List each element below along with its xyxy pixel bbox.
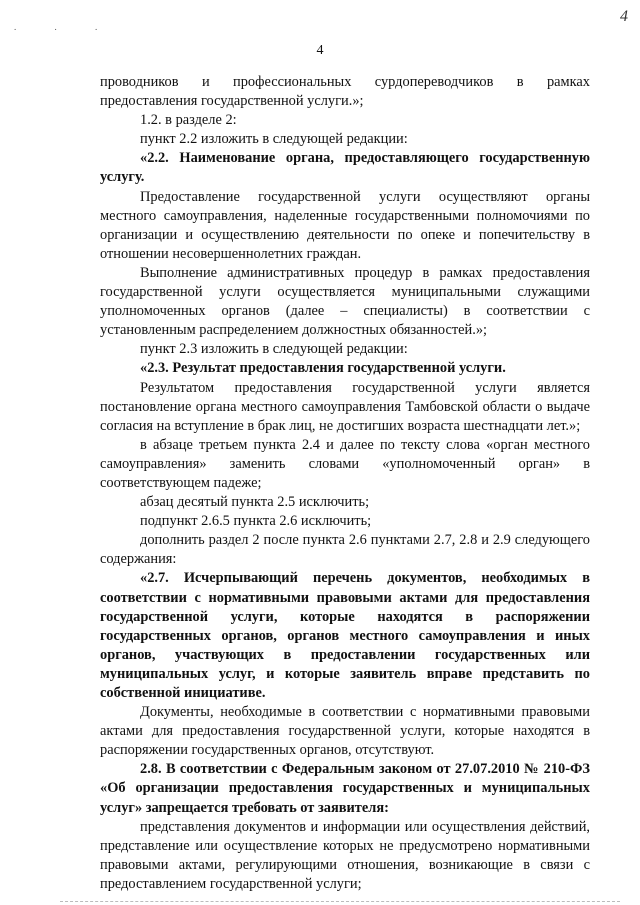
scan-edge-line: [60, 901, 620, 902]
paragraph-bold-heading: «2.7. Исчерпывающий перечень документов, необходимых в соответствии с нормативными правовыми актами для предоставления государственной услуги, которые находятся в распоряжении государственных органов, органов местного самоуправления и иных органов, участвующих в предоставлении государственных или муниципальных услуг, и которые заявитель вправе представить по собственной инициативе.: [100, 570, 590, 701]
paragraph: Результатом предоставления государственной услуги является постановление органа местного самоуправления Тамбовской области о выдаче согласия на вступление в брак лиц, не достигших возраста шестнадцати лет.»;: [100, 379, 590, 434]
paragraph-bold-heading: «2.3. Результат предоставления государственной услуги.: [140, 360, 506, 377]
paragraph-bold-heading: 2.8. В соответствии с Федеральным законом от 27.07.2010 № 210-ФЗ «Об организации предоставления государственных и муниципальных услуг» запрещается требовать от заявителя:: [100, 761, 590, 816]
scan-specks: . . .: [14, 22, 116, 32]
paragraph: Предоставление государственной услуги осуществляют органы местного самоуправления, наделенные государственными полномочиями по организации и осуществлению деятельности по опеке и попечительству в отношении несовершеннолетних граждан.: [100, 188, 590, 262]
document-body: [100, 73, 590, 894]
paragraph-section-heading: 1.2. в разделе 2:: [140, 112, 237, 129]
paragraph: Документы, необходимые в соответствии с нормативными правовыми актами для предоставления государственной услуги, которые находятся в распоряжении государственных органов, отсутствуют.: [100, 704, 590, 759]
paragraph: представления документов и информации или осуществления действий, представление или осуществление которых не предусмотрено нормативными правовыми актами, регулирующими отношения, возникающие в связи с предоставлением государственной услуги;: [100, 818, 590, 892]
paragraph: подпункт 2.6.5 пункта 2.6 исключить;: [140, 513, 372, 530]
paragraph-instruction: пункт 2.3 изложить в следующей редакции:: [140, 341, 408, 358]
paragraph: в абзаце третьем пункта 2.4 и далее по тексту слова «орган местного самоуправления» заменить словами «уполномоченный орган» в соответствующем падеже;: [100, 436, 590, 491]
paragraph-bold-heading: «2.2. Наименование органа, предоставляющего государственную услугу.: [100, 150, 590, 186]
paragraph-continuation: проводников и профессиональных сурдопереводчиков в рамках предоставления государственной услуги.»;: [100, 74, 590, 110]
paragraph: дополнить раздел 2 после пункта 2.6 пунктами 2.7, 2.8 и 2.9 следующего содержания:: [100, 532, 590, 568]
paragraph-instruction: пункт 2.2 изложить в следующей редакции:: [140, 131, 408, 148]
page-number: 4: [316, 43, 324, 58]
paragraph: Выполнение административных процедур в рамках предоставления государственной услуги осуществляется муниципальными служащими уполномоченных органов (далее – специалисты) в соответствии с установленным распределением должностных обязанностей.»;: [100, 264, 590, 339]
paragraph: абзац десятый пункта 2.5 исключить;: [140, 494, 370, 511]
handwritten-page-mark: 4: [620, 8, 628, 25]
